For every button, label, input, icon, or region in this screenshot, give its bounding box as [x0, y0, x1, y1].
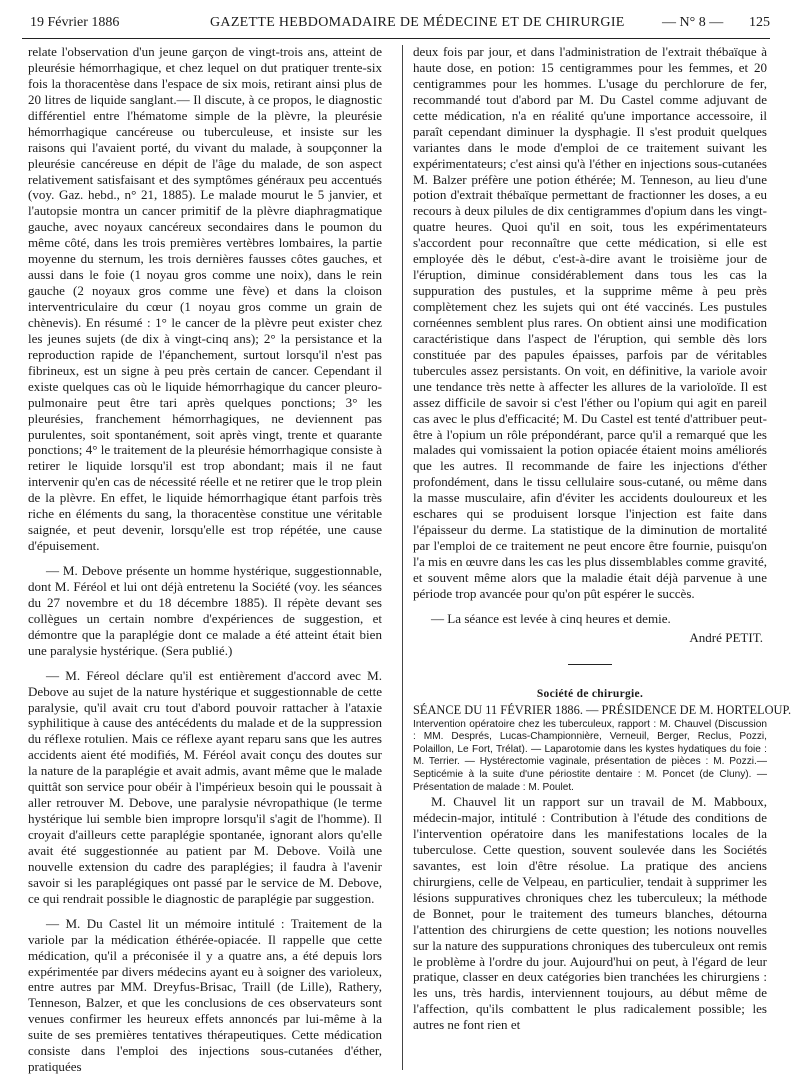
running-header	[22, 12, 770, 39]
section-title: Société de chirurgie.	[536, 687, 644, 700]
header-date: 19 Février 1886	[30, 15, 120, 30]
paragraph-du-castel: — M. Du Castel lit un mémoire intitulé : Traitement de la variole par la médication éthérée-opiacée. Il rappelle que cette médication, qu'il a préconisée il y a quatre ans, a été depuis lors expérimentée par divers médecins ayant eu à soigner des varioleux, entre autres par MM. Dreyfus-Brisac, Traill (de Lille), Rathery, Tenneson, Balzer, et que les conclusions de ces observateurs sont venues confirmer les heureux effets annoncés par lui-même à la suite de ses premières tentatives thérapeutiques. Cette médication consiste dans l'emploi des injections sous-cutanées d'éther, pratiquées	[28, 915, 382, 1075]
paragraph-chauvel-report: M. Chauvel lit un rapport sur un travail de M. Mabboux, médecin-major, intitulé : Contribution à l'étude des conditions de l'intervention opératoire dans les manifestations locales de la tuberculose. Cette question, souvent soulevée dans les Sociétés savantes, est loin d'être résolue. La pratique des anciens chirurgiens, celle de Velpeau, en particulier, tendait à supprimer les lésions suppuratives chroniques chez les tuberculeux; la méthode de Bonnet, pour le traitement des tumeurs blanches, détourna l'attention des chirurgiens de cette question; les notions nouvelles sur la nature des suppurations chroniques des tuberculeux ont remis le problème à l'ordre du jour. Aujourd'hui on peut, à l'égard de leur pratique, classer en deux catégories bien tranchées les chirurgiens : les uns, très hardis, interviennent toujours, au début même de l'affection, qu'ils combattent le plus radicalement possible; les autres ne font rien et	[413, 794, 767, 1033]
paragraph-variola-treatment: deux fois par jour, et dans l'administration de l'extrait thébaïque à haute dose, en potion: 15 centigrammes pour les femmes, et 20 centigrammes pour les hommes. L'usage du perchlorure de fer, recommandé tout d'abord par M. Du Castel comme adjuvant de cette médication, n'a en réalité qu'une importance accessoire, il paraît cependant diminuer la dysphagie. Il s'est produit quelques variantes dans le mode d'emploi de ce traitement suivant les expérimentateurs; c'est ainsi qu'à l'éther en injections sous-cutanées M. Balzer préfère une potion éthérée; M. Tenneson, au lieu d'une potion d'extrait thébaïque permettant de fractionner les doses, a eu recours à deux pilules de dix centigrammes d'opium dans les vingt-quatre heures. Quoi qu'il en soit, tous les expérimentateurs s'accordent pour reconnaître que cette médication, si elle est employée dès le début, c'est-à-dire avant le troisième jour de l'éruption, diminue considérablement dans tous les cas la suppuration des pustules, et la supprime même à peu près complètement chez les sujets qui ont été vaccinés. Les pustules cornéennes semblent plus rares. On obtient ainsi une modification caractéristique dans l'aspect de l'éruption, qui semble dès lors constituée par des papules épaisses, parfois par de véritables tubercules assez persistants. On voit, en définitive, la variole avoir une tendance très nette à affecter les allures de la varioloïde. Il est assez difficile de savoir si c'est l'éther ou l'opium qui agit en pareil cas avec le plus d'efficacité; M. Du Castel est tenté d'attribuer peut-être à l'opium un rôle prépondérant, parce qu'il a remarqué que les malades qui vomissaient la potion opiacée étaient moins améliorés que les autres. Il recommande de faire les injections d'éther profondément, dans le tissu cellulaire sous-cutané, ou même dans la masse musculaire, afin d'éviter les accidents douloureux et les eschares qui se produisent lorsque l'injection est faite dans l'épaisseur du derme. La statistique de la diminution de mortalité par l'emploi de ce traitement ne peut encore être fournie, puisqu'on l'a mis en œuvre dans les cas les plus dissemblables comme gravité, et souvent même alors que la maladie était déjà parvenue à une période trop avancée pour qu'on pût espérer le succès.	[413, 44, 767, 601]
left-column	[28, 44, 382, 1075]
signature: André PETIT.	[689, 629, 763, 645]
paragraph-fereol: — M. Féreol déclare qu'il est entièrement d'accord avec M. Debove au sujet de la nature hystérique et suggestionnable de cette paralysie, qu'il avait cru tout d'abord pouvoir rattacher à l'ataxie syphilitique à cause des antécédents du malade et de la suppression du réflexe rotulien. Mais ce réflexe ayant reparu sans que les autres accidents aient été modifiés, M. Féréol avait conçu des doutes sur la nature de la paraplégie et avait admis, avant même que le malade quittât son service pour obéir à l'impérieux besoin qui le poussait à aller retrouver M. Debove, une paralysie névropathique (le terme hystérique lui semble bien impropre lorsqu'il s'agit de l'homme). Il croyait d'ailleurs cette paraplégie spontanée, ignorant alors qu'elle avait été suggestionnée au patient par M. Debove. Voilà une nouvelle extension du cadre des paraplégies; il faudra à l'avenir savoir si les paraplégiques ont passé par le service de M. Debove, ce qui rendrait possible le diagnostic de paraplégie par suggestion.	[28, 667, 382, 906]
paragraph-debove: — M. Debove présente un homme hystérique, suggestionnable, dont M. Féréol et lui ont déjà entretenu la Société (voy. les séances du 27 novembre et du 18 décembre 1885). Il répète devant ses collègues un certain nombre d'expériences de suggestion, et démontre que la paraplégie dont ce malade a été atteint était bien une paralysie hystérique. (Sera publié.)	[28, 563, 382, 658]
seance-line: SÉANCE DU 11 FÉVRIER 1886. — PRÉSIDENCE DE M. HORTELOUP.	[413, 702, 792, 717]
session-summary: Intervention opératoire chez les tuberculeux, rapport : M. Chauvel (Discussion : MM. Després, Lucas-Championnière, Verneuil, Berger, Reclus, Pozzi, Polaillon, Le Fort, Trélat). — Laparotomie dans les kystes hydatiques du foie : M. Terrier. — Hystérectomie vaginale, présentation de pièces : M. Pozzi.— Septicémie à la suite d'une périostite dentaire : M. Poncet (de Cluny). — Présentation de malade : M. Poulet.	[413, 718, 767, 793]
paragraph-pleurisy-observation: relate l'observation d'un jeune garçon de vingt-trois ans, atteint de pleurésie hémorrhagique, et chez lequel on dut pratiquer trente-six fois la thoracentèse dans l'espace de six mois, retirant ainsi plus de 20 litres de liquide sanglant.— Il discute, à ce propos, le diagnostic différentiel entre l'hématome simple de la plèvre, la pleurésie hémorrhagique cancéreuse ou tuberculeuse, et insiste sur les raisons qui l'avaient porté, du vivant du malade, à soupçonner la pleurésie cancéreuse en dépit de l'âge du malade, de son aspect relativement satisfaisant et des symptômes généraux peu accentués (voy. Gaz. hebd., n° 21, 1885). Le malade mourut le 5 janvier, et l'autopsie montra un cancer primitif de la plèvre diaphragmatique gauche, avec noyaux cancéreux secondaires dans le poumon du même côté, dans les trois premières vertèbres lombaires, la partie moyenne du sternum, les trois dernières fausses côtes gauches, et aussi dans le foie (1 noyau gros comme une noix), dans le rein gauche (2 noyaux gros comme une fève) et dans la cloison interventriculaire du cœur (1 noyau gros comme un grain de chènevis). En résumé : 1° le cancer de la plèvre peut exister chez les jeunes sujets (de dix à vingt-cinq ans); 2° la persistance et la reproduction rapide de l'épanchement, surtout lorsqu'il n'est pas fibrineux, est un signe à peu près certain de cancer. Cependant il existe quelques cas où le liquide hémorrhagique du cancer pleuro-pulmonaire peut être tari après quelques ponctions; 3° les pleurésies, franchement hémorrhagiques, ne deviennent pas purulentes, soit spontanément, soit après vingt, trente et quarante ponctions; 4° le traitement de la pleurésie hémorrhagique consiste à retirer le liquide lorsqu'il est trop abondant; mais il ne faut intervenir qu'en cas de nécessité réelle et ne retirer que le trop plein de la plèvre. En effet, le liquide hémorrhagique étant parfois très riche en éléments du sang, la thoracentèse constitue une véritable saignée, et peut devenir, lorsqu'elle est trop répétée, une cause d'épuisement.	[28, 44, 382, 554]
column-divider	[402, 45, 403, 1070]
header-page-number: 125	[749, 15, 770, 30]
closing-line: — La séance est levée à cinq heures et demie.	[431, 610, 671, 626]
header-journal-title: GAZETTE HEBDOMADAIRE DE MÉDECINE ET DE CHIRURGIE	[210, 15, 625, 30]
right-column	[413, 44, 792, 1033]
section-rule	[568, 664, 612, 665]
header-issue-number: — N° 8 —	[662, 15, 724, 30]
